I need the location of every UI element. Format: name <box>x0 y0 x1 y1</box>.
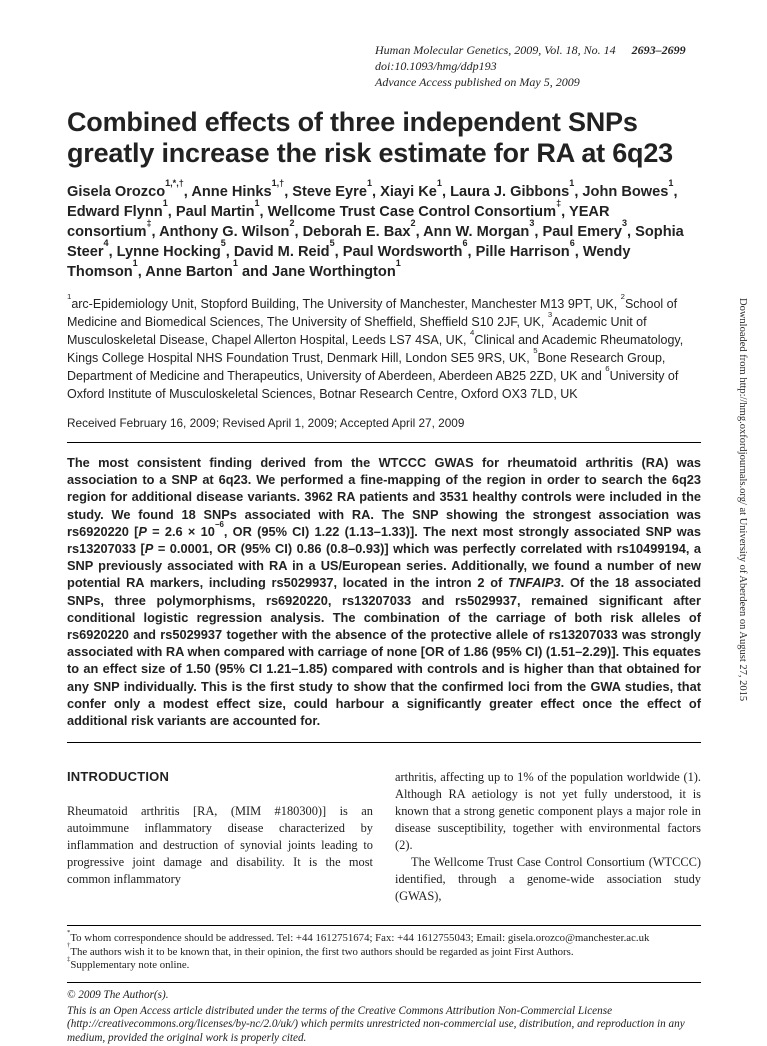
intro-paragraph-right-1: arthritis, affecting up to 1% of the population worldwide (1). Although RA aetiology is not yet fully understood, it is known that a strong genetic component plays a major role in disease susceptibility, together with environmental factors (2). <box>395 770 701 853</box>
intro-right-column <box>395 769 701 905</box>
footnote-supplementary: ‡Supplementary note online. <box>67 955 190 972</box>
abstract: The most consistent finding derived from the WTCCC GWAS for rheumatoid arthritis (RA) was association to a SNP at 6q23. We performed a fine-mapping of the region in order to search the 6q23 region for additional disease variants. 3962 RA patients and 3531 healthy controls were included in the study. We found 18 SNPs associated with RA. The SNP showing the strongest association was rs6920220 [$P = 2.6 \times 10^{-6}$, OR (95% CI) 1.22 (1.13–1.33)]. The next most strongly associated SNP was rs13207033 [P = 0.0001, OR (95% CI) 0.86 (0.8–0.93)] which was perfectly correlated with rs10499194, a SNP previously associated with RA in a US/European series. Additionally, we found a number of new potential RA markers, including rs5029937, located in the intron 2 of TNFAIP3. Of the 18 associated SNPs, three polymorphisms, rs6920220, rs13207033 and rs5029937, remained significant after conditional logistic regression analysis. The combination of the carriage of both risk alleles of rs6920220 and rs5029937 together with the absence of the protective allele of rs13207033 was strongly associated with RA when compared with carriage of none [OR of 1.86 (95% CI) (1.51–2.29)]. This equates to an effect size of 1.50 (95% CI 1.21–1.85) compared with controls and is higher than that obtained for any SNP individually. This is the first study to show that the confirmed loci from the GWA studies, that confer only a modest effect size, could harbour a significantly greater effect once the effect of additional risk variants are accounted for. <box>67 442 701 743</box>
journal-citation: Human Molecular Genetics, 2009, Vol. 18, No. 14 <box>375 43 616 57</box>
journal-header <box>375 42 701 90</box>
intro-paragraph-right-2: The Wellcome Trust Case Control Consortium (WTCCC) identified, through a genome-wide association study (GWAS), <box>395 855 701 904</box>
intro-left-column <box>67 769 373 905</box>
article-page <box>67 0 701 1046</box>
intro-paragraph-left: Rheumatoid arthritis [RA, (MIM #180300)] is an autoimmune inflammatory disease characterized by inflammation and destruction of synovial joints leading to progressive joint damage and disability. It is the most common inflammatory <box>67 804 373 887</box>
footnote-joint-authors: †The authors wish it to be known that, in their opinion, the first two authors should be regarded as joint First Authors. <box>67 942 574 958</box>
dates-line: Received February 16, 2009; Revised April 1, 2009; Accepted April 27, 2009 <box>67 416 465 430</box>
section-heading-introduction: INTRODUCTION <box>67 769 170 785</box>
author-list: Gisela Orozco$^{1,*,\dagger}$, Anne Hinks$^{1,\dagger}$, Steve Eyre$^1$, Xiayi Ke$^1$, Laura J. Gibbons$^1$, John Bowes$^1$, Edward Flynn$^1$, Paul Martin$^1$, Wellcome Trust Case Control Consortium‡, YEAR consortium‡, Anthony G. Wilson$^2$, Deborah E. Bax$^2$, Ann W. Morgan$^3$, Paul Emery$^3$, Sophia Steer$^4$, Lynne Hocking$^5$, David M. Reid$^5$, Paul Wordsworth$^6$, Pille Harrison$^6$, Wendy Thomson$^1$, Anne Barton$^1$ and Jane Worthington$^1$ <box>67 178 684 280</box>
license-block <box>67 982 701 1046</box>
article-title: Combined effects of three independent SNPs greatly increase the risk estimate for RA at 6q23 <box>67 107 673 168</box>
doi-line: doi:10.1093/hmg/ddp193 <box>375 59 497 73</box>
footnote-correspondence: *To whom correspondence should be addressed. Tel: +44 1612751674; Fax: +44 1612755043; Email: gisela.orozco@manchester.ac.uk <box>67 928 650 945</box>
introduction-section <box>67 769 701 905</box>
download-watermark: Downloaded from http://hmg.oxfordjournals.org/ at University of Aberdeen on August 27, 2015 <box>737 298 748 702</box>
page-range: 2693–2699 <box>631 43 686 57</box>
advance-access-line: Advance Access published on May 5, 2009 <box>375 75 580 89</box>
copyright-line: © 2009 The Author(s). <box>67 988 169 1001</box>
license-text: This is an Open Access article distributed under the terms of the Creative Commons Attribution Non-Commercial License (http://creativecommons.org/licenses/by-nc/2.0/uk/) which permits unrestricted non-commercial use, distribution, and reproduction in any medium, provided the original work is properly cited. <box>67 1004 685 1045</box>
affiliations: $^1$arc-Epidemiology Unit, Stopford Building, The University of Manchester, Manchester M13 9PT, UK, $^2$School of Medicine and Biomedical Sciences, The University of Sheffield, Sheffield S10 2JF, UK, $^3$Academic Unit of Musculoskeletal Disease, Chapel Allerton Hospital, Leeds LS7 4SA, UK, $^4$Clinical and Academic Rheumatology, Kings College Hospital NHS Foundation Trust, Denmark Hill, London SE5 9RS, UK, $^5$Bone Research Group, Department of Medicine and Therapeutics, University of Aberdeen, Aberdeen AB25 2ZD, UK and $^6$University of Oxford Institute of Musculoskeletal Sciences, Botnar Research Centre, Oxford OX3 7LD, UK <box>67 292 684 401</box>
journal-citation-line <box>375 42 701 58</box>
footnotes <box>67 925 701 973</box>
